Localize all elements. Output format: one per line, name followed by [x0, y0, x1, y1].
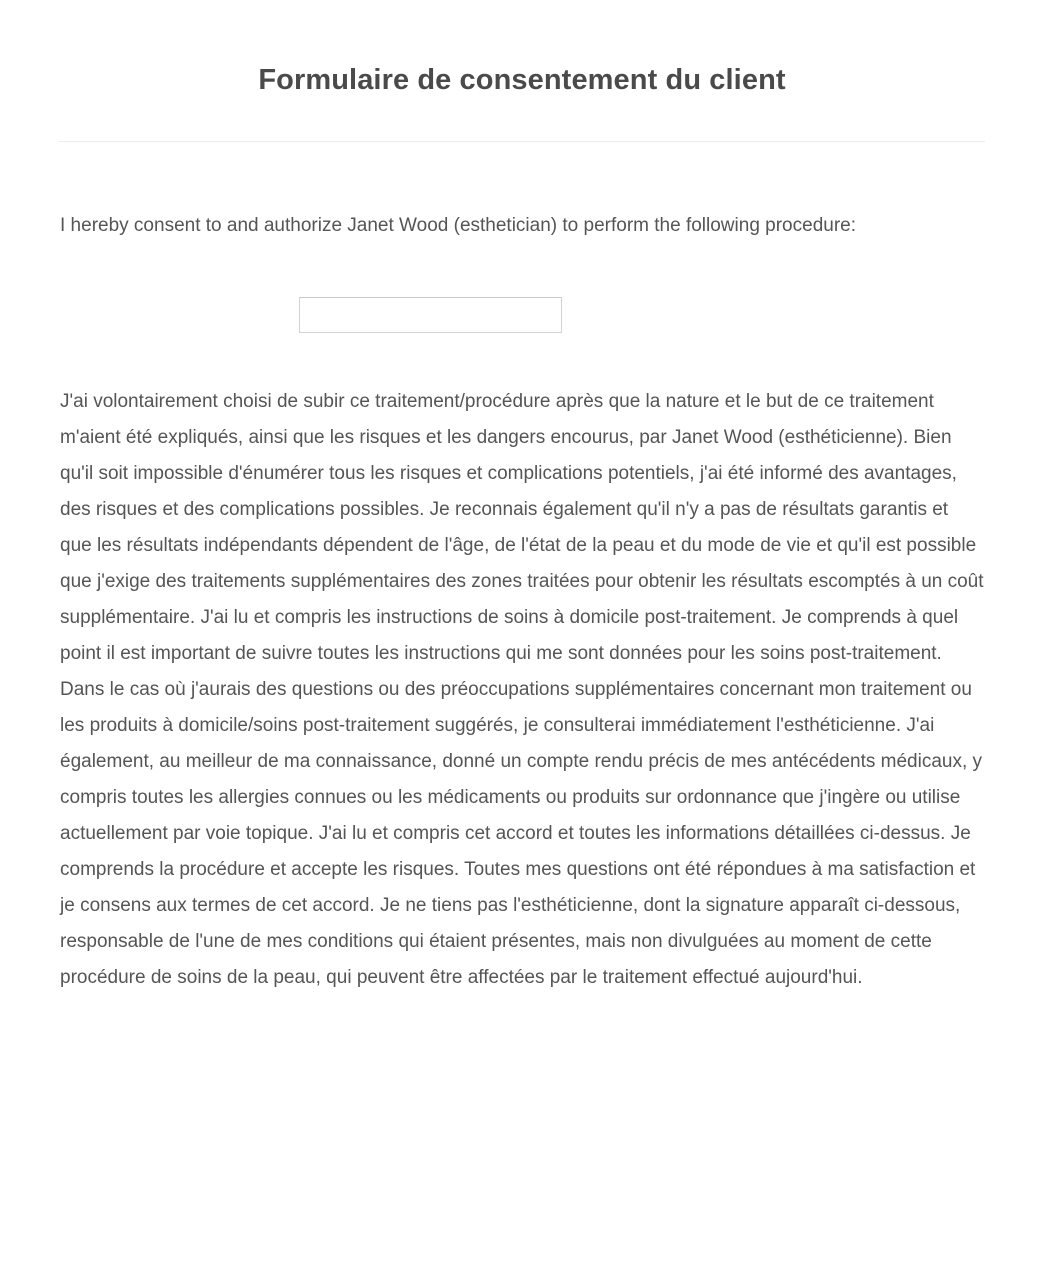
procedure-field-row	[60, 297, 984, 333]
consent-agreement-text: J'ai volontairement choisi de subir ce traitement/procédure après que la nature et le but de ce traitement m'aient été expliqués, ainsi que les risques et les dangers encourus, par Janet Wood (esthéticienne). Bien qu'il soit impossible d'énumérer tous les risques et complications potentiels, j'ai été informé des avantages, des risques et des complications possibles. Je reconnais également qu'il n'y a pas de résultats garantis et que les résultats indépendants dépendent de l'âge, de l'état de la peau et du mode de vie et qu'il est possible que j'exige des traitements supplémentaires des zones traitées pour obtenir les résultats escomptés à un coût supplémentaire. J'ai lu et compris les instructions de soins à domicile post-traitement. Je comprends à quel point il est important de suivre toutes les instructions qui me sont données pour les soins post-traitement. Dans le cas où j'aurais des questions ou des préoccupations supplémentaires concernant mon traitement ou les produits à domicile/soins post-traitement suggérés, je consulterai immédiatement l'esthéticienne. J'ai également, au meilleur de ma connaissance, donné un compte rendu précis de mes antécédents médicaux, y compris toutes les allergies connues ou les médicaments ou produits sur ordonnance que j'ingère ou utilise actuellement par voie topique. J'ai lu et compris cet accord et toutes les informations détaillées ci-dessus. Je comprends la procédure et accepte les risques. Toutes mes questions ont été répondues à ma satisfaction et je consens aux termes de cet accord. Je ne tiens pas l'esthéticienne, dont la signature apparaît ci-dessous, responsable de l'une de mes conditions qui étaient présentes, mais non divulguées au moment de cette procédure de soins de la peau, qui peuvent être affectées par le traitement effectué aujourd'hui.	[60, 391, 984, 988]
form-content	[0, 142, 1044, 996]
intro-consent-statement: I hereby consent to and authorize Janet Wood (esthetician) to perform the following procedure:	[60, 215, 856, 236]
page-title: Formulaire de consentement du client	[258, 64, 786, 96]
procedure-input[interactable]	[299, 297, 562, 333]
